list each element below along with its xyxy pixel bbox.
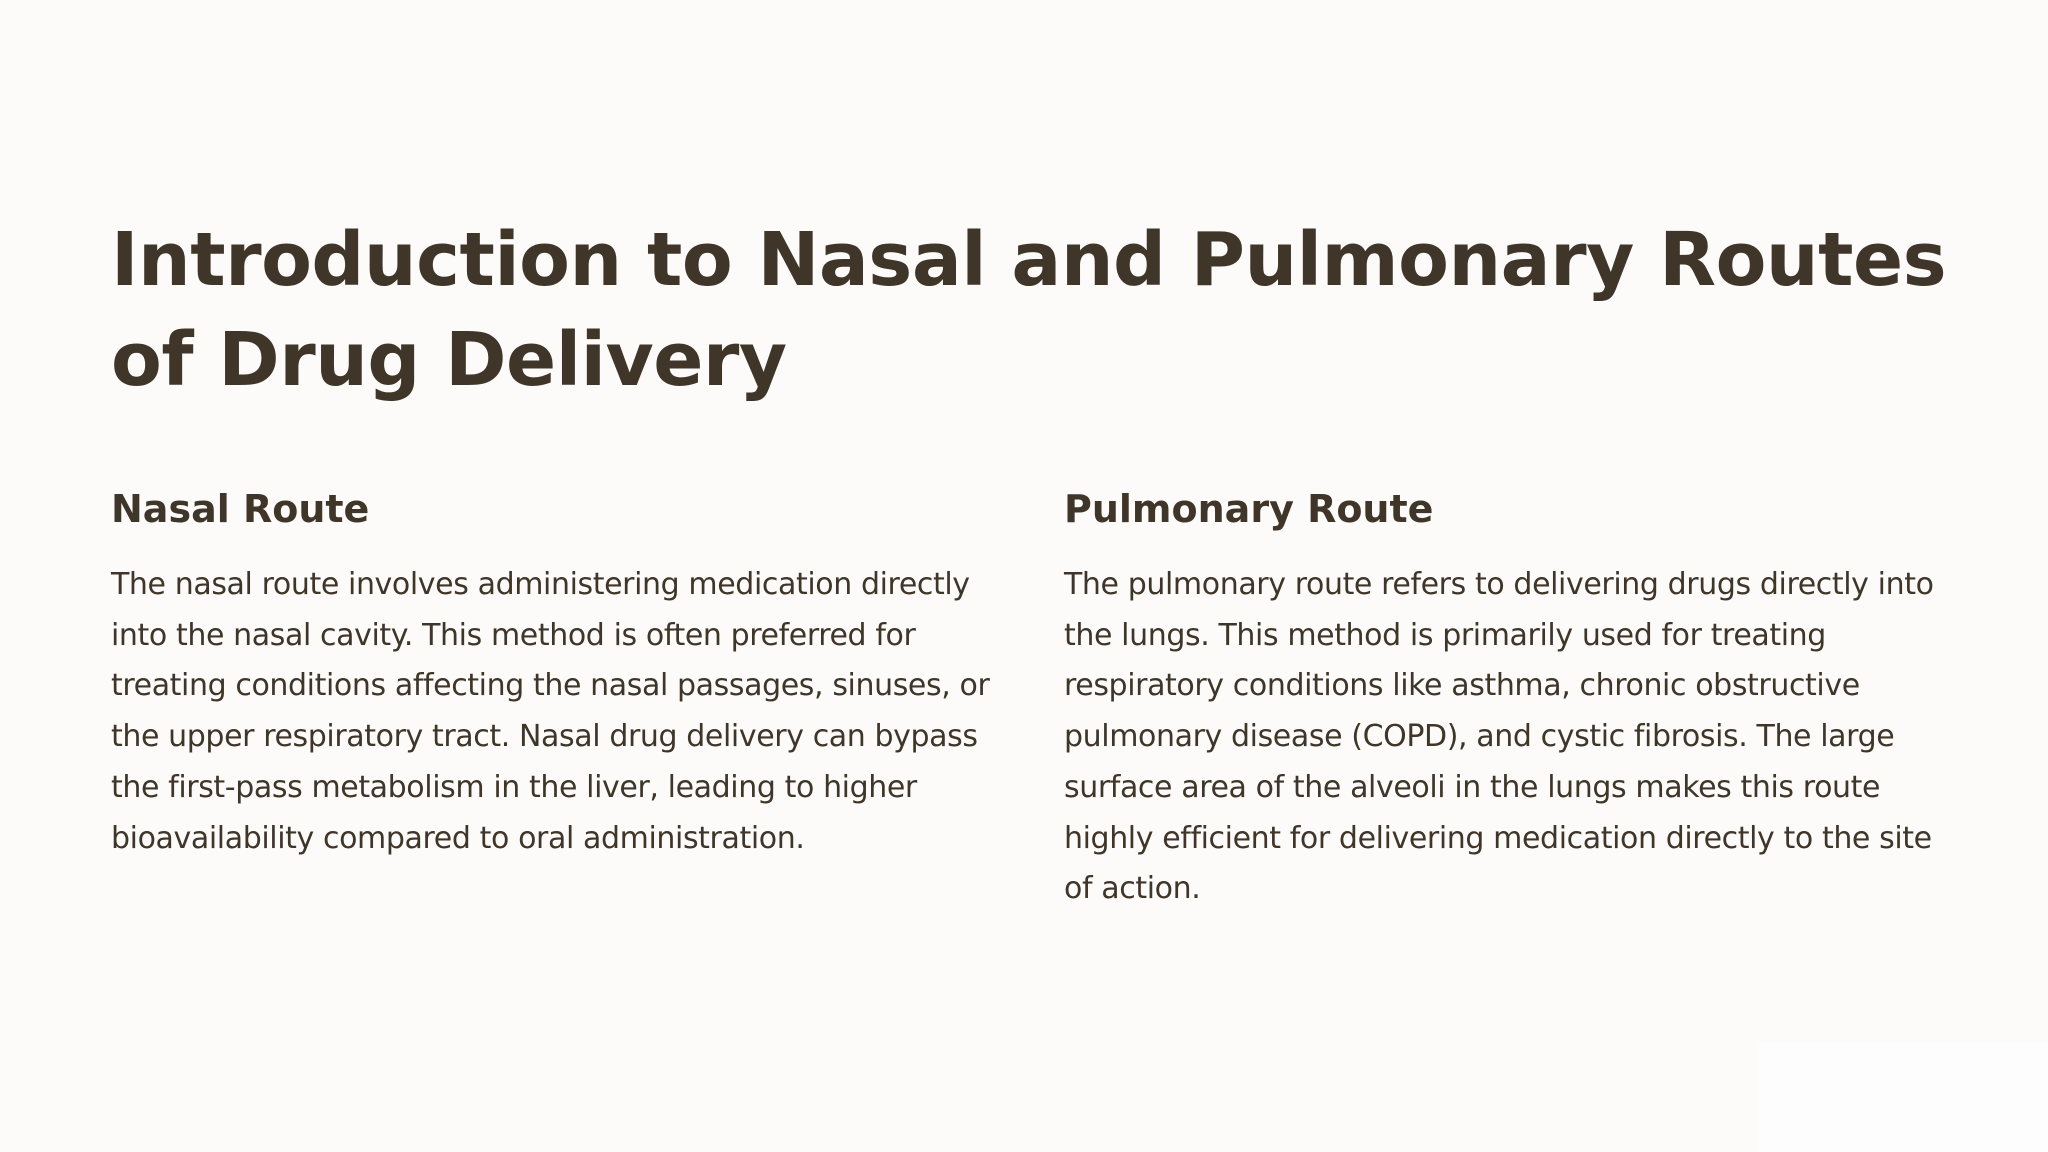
nasal-route-heading: Nasal Route xyxy=(111,487,370,531)
slide-title: Introduction to Nasal and Pulmonary Routes of Drug Delivery xyxy=(111,217,1947,403)
corner-watermark-area xyxy=(1758,1042,2048,1152)
pulmonary-route-column xyxy=(1064,478,1964,915)
nasal-route-description: The nasal route involves administering medication directly into the nasal cavity. This method is often preferred for treating conditions affecting the nasal passages, sinuses, or the upper respiratory tract. Nasal drug delivery can bypass the first-pass metabolism in the liver, leading to higher bioavailability compared to oral administration. xyxy=(111,567,990,856)
nasal-route-column xyxy=(111,478,991,864)
pulmonary-route-heading: Pulmonary Route xyxy=(1064,487,1434,531)
pulmonary-route-description: The pulmonary route refers to delivering drugs directly into the lungs. This method is primarily used for treating respiratory conditions like asthma, chronic obstructive pulmonary disease (COPD), and cystic fibrosis. The large surface area of the alveoli in the lungs makes this route highly efficient for delivering medication directly to the site of action. xyxy=(1064,567,1934,907)
